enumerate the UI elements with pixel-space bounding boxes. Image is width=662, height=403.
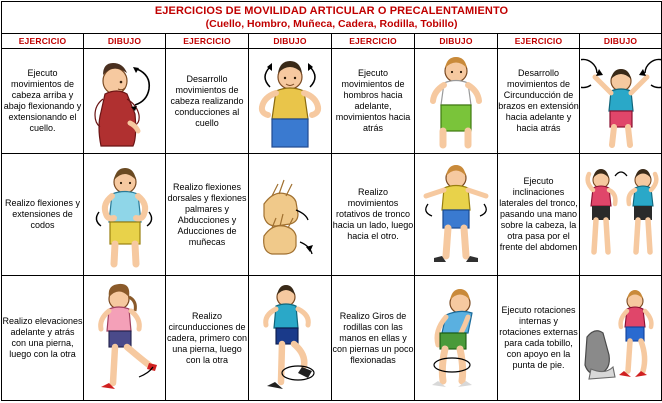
header-exercise-1: EJERCICIO (2, 34, 84, 49)
title-line-1: EJERCICIOS DE MOVILIDAD ARTICULAR O PRECALENTAMIENTO (154, 4, 509, 17)
drawing-hands-wrist-flexion (249, 154, 332, 276)
exercise-text-2-3: Realizo circunducciones de cadera, primero con una pierna, luego con la otra (166, 276, 249, 401)
drawing-neck-flexion-extension (84, 49, 166, 154)
header-drawing-1: DIBUJO (84, 34, 166, 49)
header-exercise-3: EJERCICIO (332, 34, 415, 49)
drawing-trunk-rotation (415, 154, 498, 276)
exercise-text-1-1: Ejecuto movimientos de cabeza arriba y abajo flexionando y extensionando el cuello. (2, 49, 84, 154)
table-row (2, 276, 662, 401)
header-drawing-4: DIBUJO (580, 34, 662, 49)
drawing-shoulder-movements (415, 49, 498, 154)
header-row (2, 34, 662, 49)
exercise-text-4-2: Ejecuto inclinaciones laterales del tronco, pasando una mano sobre la cabeza, la otra pasa por el frente del abdomen (498, 154, 580, 276)
title-line-2: (Cuello, Hombro, Muñeca, Cadera, Rodilla, Tobillo) (205, 17, 458, 30)
exercise-text-3-3: Realizo Giros de rodillas con las manos en ellas y con piernas un poco flexionadas (332, 276, 415, 401)
header-exercise-2: EJERCICIO (166, 34, 249, 49)
document-page (0, 1, 662, 403)
drawing-hip-circumduction (249, 276, 332, 401)
exercise-text-4-3: Ejecuto rotaciones internas y rotaciones externas para cada tobillo, con apoyo en la punta de pie. (498, 276, 580, 401)
drawing-neck-rotation (249, 49, 332, 154)
header-drawing-3: DIBUJO (415, 34, 498, 49)
drawing-leg-swing-front-back (84, 276, 166, 401)
header-drawing-2: DIBUJO (249, 34, 332, 49)
drawing-ankle-rotation (580, 276, 662, 401)
drawing-knee-circles (415, 276, 498, 401)
exercise-text-2-1: Desarrollo movimientos de cabeza realizando conducciones al cuello (166, 49, 249, 154)
exercise-text-1-3: Realizo elevaciones adelante y atrás con una pierna, luego con la otra (2, 276, 84, 401)
drawing-arm-circumduction (580, 49, 662, 154)
document-title (2, 2, 662, 34)
exercise-text-2-2: Realizo flexiones dorsales y flexiones palmares y Abducciones y Aducciones de muñecas (166, 154, 249, 276)
exercise-text-3-1: Ejecuto movimientos de hombros hacia adelante, movimientos hacia atrás (332, 49, 415, 154)
exercise-text-3-2: Realizo movimientos rotativos de tronco hacia un lado, luego hacia el otro. (332, 154, 415, 276)
header-exercise-4: EJERCICIO (498, 34, 580, 49)
exercise-text-4-1: Desarrollo movimientos de Circunducción de brazos en extensión hacia adelante y hacia atrás (498, 49, 580, 154)
drawing-lateral-trunk-bend (580, 154, 662, 276)
table-row (2, 154, 662, 276)
exercise-table (1, 1, 662, 401)
exercise-text-1-2: Realizo flexiones y extensiones de codos (2, 154, 84, 276)
table-row (2, 49, 662, 154)
drawing-elbow-flexion-extension (84, 154, 166, 276)
title-row (2, 2, 662, 34)
